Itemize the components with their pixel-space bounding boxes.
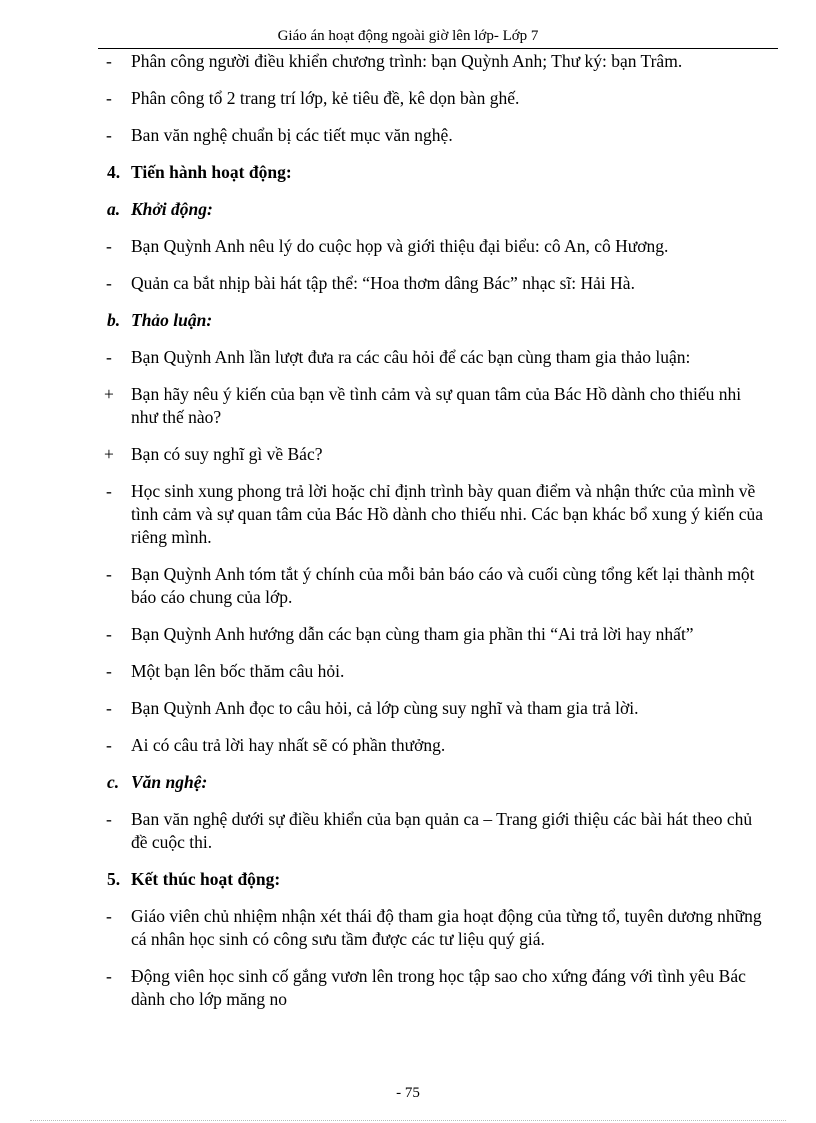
bullet-marker: + bbox=[104, 444, 114, 464]
bullet-marker: - bbox=[106, 236, 112, 256]
block-text: Bạn Quỳnh Anh tóm tắt ý chính của mỗi bản báo cáo và cuối cùng tổng kết lại thành một báo cáo chung của lớp. bbox=[131, 564, 755, 607]
block-text: Kết thúc hoạt động: bbox=[131, 869, 281, 889]
bullet-marker: - bbox=[106, 809, 112, 829]
block-text: Bạn Quỳnh Anh lần lượt đưa ra các câu hỏi để các bạn cùng tham gia thảo luận: bbox=[131, 347, 691, 367]
bullet-marker: - bbox=[106, 273, 112, 293]
question-item bbox=[0, 443, 771, 466]
block-text: Thảo luận: bbox=[131, 310, 213, 330]
bullet-marker: - bbox=[106, 661, 112, 681]
section-number: 5. bbox=[107, 869, 121, 889]
block-text: Một bạn lên bốc thăm câu hỏi. bbox=[131, 661, 345, 681]
block-text: Ban văn nghệ chuẩn bị các tiết mục văn nghệ. bbox=[131, 125, 453, 145]
block-text: Văn nghệ: bbox=[131, 772, 208, 792]
bullet-marker: - bbox=[106, 88, 112, 108]
block-text: Học sinh xung phong trả lời hoặc chỉ định trình bày quan điểm và nhận thức của mình về tình cảm và sự quan tâm của Bác Hồ dành cho thiếu nhi. Các bạn khác bổ xung ý kiến của riêng mình. bbox=[131, 481, 764, 547]
section-number: a. bbox=[107, 199, 121, 219]
bullet-item bbox=[0, 480, 771, 549]
bullet-item bbox=[0, 965, 771, 1011]
bullet-item bbox=[0, 563, 771, 609]
bullet-marker: - bbox=[106, 735, 112, 755]
block-text: Bạn Quỳnh Anh đọc to câu hỏi, cả lớp cùng suy nghĩ và tham gia trả lời. bbox=[131, 698, 639, 718]
bullet-item bbox=[0, 346, 771, 369]
block-text: Quản ca bắt nhịp bài hát tập thể: “Hoa thơm dâng Bác” nhạc sĩ: Hải Hà. bbox=[131, 273, 635, 293]
bullet-item bbox=[0, 697, 771, 720]
question-item bbox=[0, 383, 771, 429]
block-text: Ban văn nghệ dưới sự điều khiển của bạn quản ca – Trang giới thiệu các bài hát theo chủ đề cuộc thi. bbox=[131, 809, 753, 852]
block-text: Tiến hành hoạt động: bbox=[131, 162, 292, 182]
block-text: Động viên học sinh cố gắng vươn lên trong học tập sao cho xứng đáng với tình yêu Bác dành cho lớp măng no bbox=[131, 966, 746, 1009]
bullet-item bbox=[0, 124, 771, 147]
subsection-heading bbox=[0, 771, 816, 794]
subsection-heading bbox=[0, 309, 816, 332]
bullet-item bbox=[0, 87, 771, 110]
bullet-marker: - bbox=[106, 125, 112, 145]
bullet-item bbox=[0, 905, 771, 951]
section-number: b. bbox=[107, 310, 121, 330]
bullet-item bbox=[0, 623, 771, 646]
section-number: c. bbox=[107, 772, 120, 792]
bullet-marker: - bbox=[106, 906, 112, 926]
bullet-item bbox=[0, 660, 771, 683]
block-text: Bạn hãy nêu ý kiến của bạn về tình cảm và sự quan tâm của Bác Hồ dành cho thiếu nhi như thế nào? bbox=[131, 384, 742, 427]
block-text: Ai có câu trả lời hay nhất sẽ có phần thưởng. bbox=[131, 735, 446, 755]
bullet-marker: - bbox=[106, 347, 112, 367]
block-text: Bạn có suy nghĩ gì về Bác? bbox=[131, 444, 323, 464]
page-number: - 75 bbox=[396, 1085, 420, 1101]
bullet-marker: + bbox=[104, 384, 114, 404]
block-text: Phân công tổ 2 trang trí lớp, kẻ tiêu đề, kê dọn bàn ghế. bbox=[131, 88, 520, 108]
bullet-marker: - bbox=[106, 624, 112, 644]
block-text: Khởi động: bbox=[131, 199, 213, 219]
block-text: Bạn Quỳnh Anh hướng dẫn các bạn cùng tham gia phần thi “Ai trả lời hay nhất” bbox=[131, 624, 694, 644]
page-header: Giáo án hoạt động ngoài giờ lên lớp- Lớp 7 bbox=[277, 28, 539, 44]
bullet-marker: - bbox=[106, 564, 112, 584]
subsection-heading bbox=[0, 198, 816, 221]
section-heading bbox=[0, 868, 816, 891]
bullet-item bbox=[0, 235, 771, 258]
block-text: Phân công người điều khiển chương trình: bạn Quỳnh Anh; Thư ký: bạn Trâm. bbox=[131, 51, 683, 71]
block-text: Bạn Quỳnh Anh nêu lý do cuộc họp và giới thiệu đại biểu: cô An, cô Hương. bbox=[131, 236, 669, 256]
bullet-marker: - bbox=[106, 966, 112, 986]
bullet-marker: - bbox=[106, 698, 112, 718]
bullet-item bbox=[0, 734, 771, 757]
bullet-marker: - bbox=[106, 481, 112, 501]
bullet-marker: - bbox=[106, 51, 112, 71]
section-number: 4. bbox=[107, 162, 121, 182]
bullet-item bbox=[0, 808, 771, 854]
header-rule bbox=[98, 48, 778, 49]
footer-rule bbox=[30, 1120, 786, 1121]
bullet-item bbox=[0, 272, 771, 295]
bullet-item bbox=[0, 50, 771, 73]
page-body bbox=[0, 50, 816, 1025]
block-text: Giáo viên chủ nhiệm nhận xét thái độ tham gia hoạt động của từng tổ, tuyên dương những cá nhân học sinh có công sưu tầm được các tư liệu quý giá. bbox=[131, 906, 762, 949]
section-heading bbox=[0, 161, 816, 184]
